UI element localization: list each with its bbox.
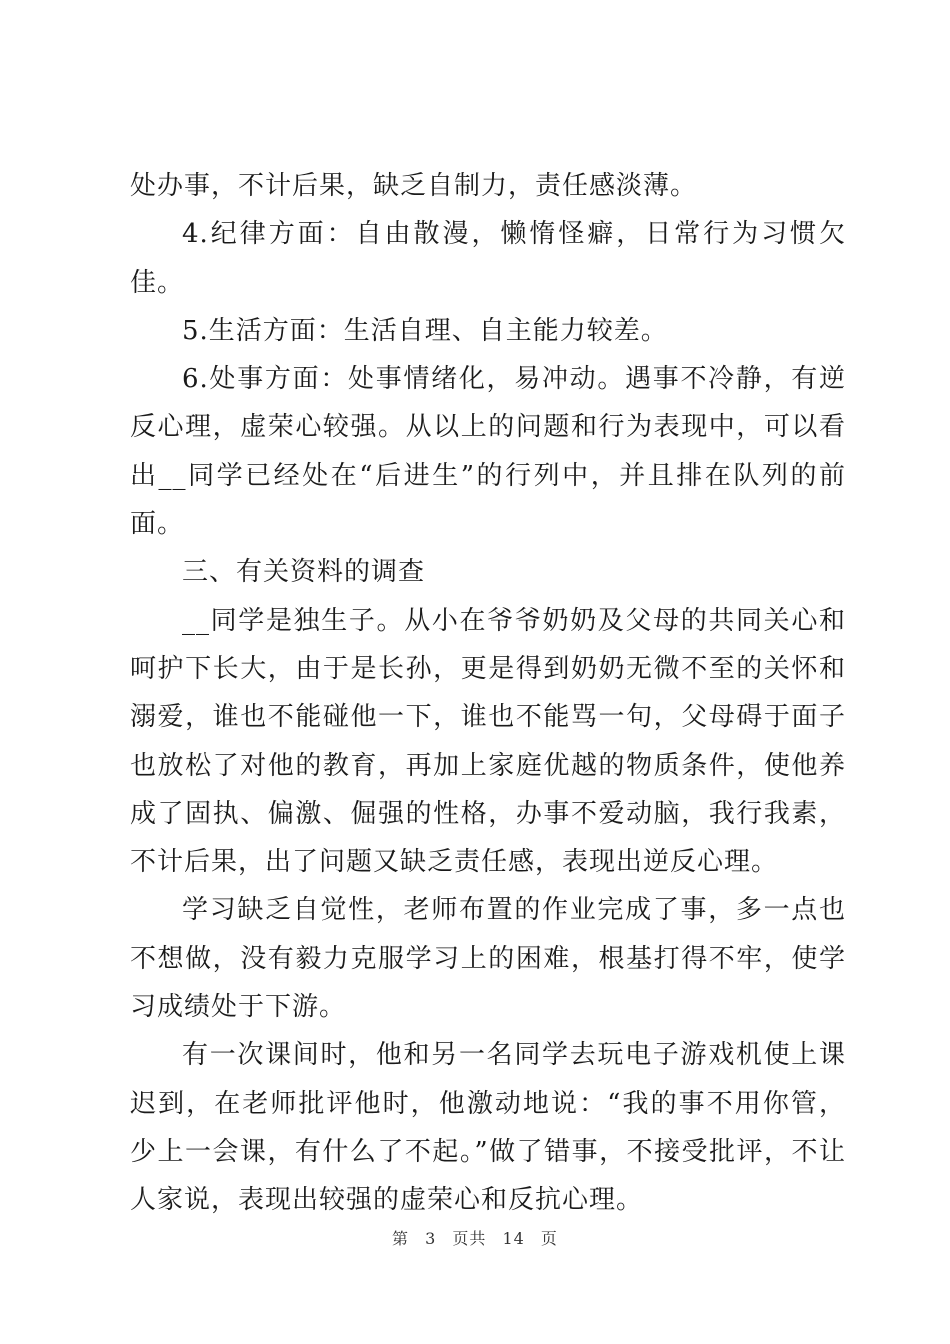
paragraph-7: 有一次课间时，他和另一名同学去玩电子游戏机使上课迟到，在老师批评他时，他激动地说：“我的事不用你管，少上一会课，有什么了不起。”做了错事，不接受批评，不让人家说，表现出较强的虚荣心和反抗心理。 xyxy=(130,1040,846,1216)
paragraph-3: 5.生活方面：生活自理、自主能力较差。 xyxy=(182,315,668,346)
paragraph-4: 6.处事方面：处事情绪化，易冲动。遇事不冷静，有逆反心理，虚荣心较强。从以上的问题和行为表现中，可以看出__同学已经处在“后进生”的行列中，并且排在队列的前面。 xyxy=(130,364,846,540)
section-heading: 三、有关资料的调查 xyxy=(182,557,426,588)
paragraph-2: 4.纪律方面：自由散漫，懒惰怪癖，日常行为习惯欠佳。 xyxy=(130,219,846,298)
paragraph-1: 处办事，不计后果，缺乏自制力，责任感淡薄。 xyxy=(130,171,698,201)
page-number-footer: 第 3 页共 14 页 xyxy=(392,1229,558,1248)
paragraph-5: __同学是独生子。从小在爷爷奶奶及父母的共同关心和呵护下长大，由于是长孙，更是得到奶奶无微不至的关怀和溺爱，谁也不能碰他一下，谁也不能骂一句，父母碍于面子也放松了对他的教育，再加上家庭优越的物质条件，使他养成了固执、偏激、倔强的性格，办事不爱动脑，我行我素，不计后果，出了问题又缺乏责任感，表现出逆反心理。 xyxy=(130,605,846,878)
document-body xyxy=(130,162,846,1225)
paragraph-6: 学习缺乏自觉性，老师布置的作业完成了事，多一点也不想做，没有毅力克服学习上的困难，根基打得不牢，使学习成绩处于下游。 xyxy=(130,895,846,1023)
